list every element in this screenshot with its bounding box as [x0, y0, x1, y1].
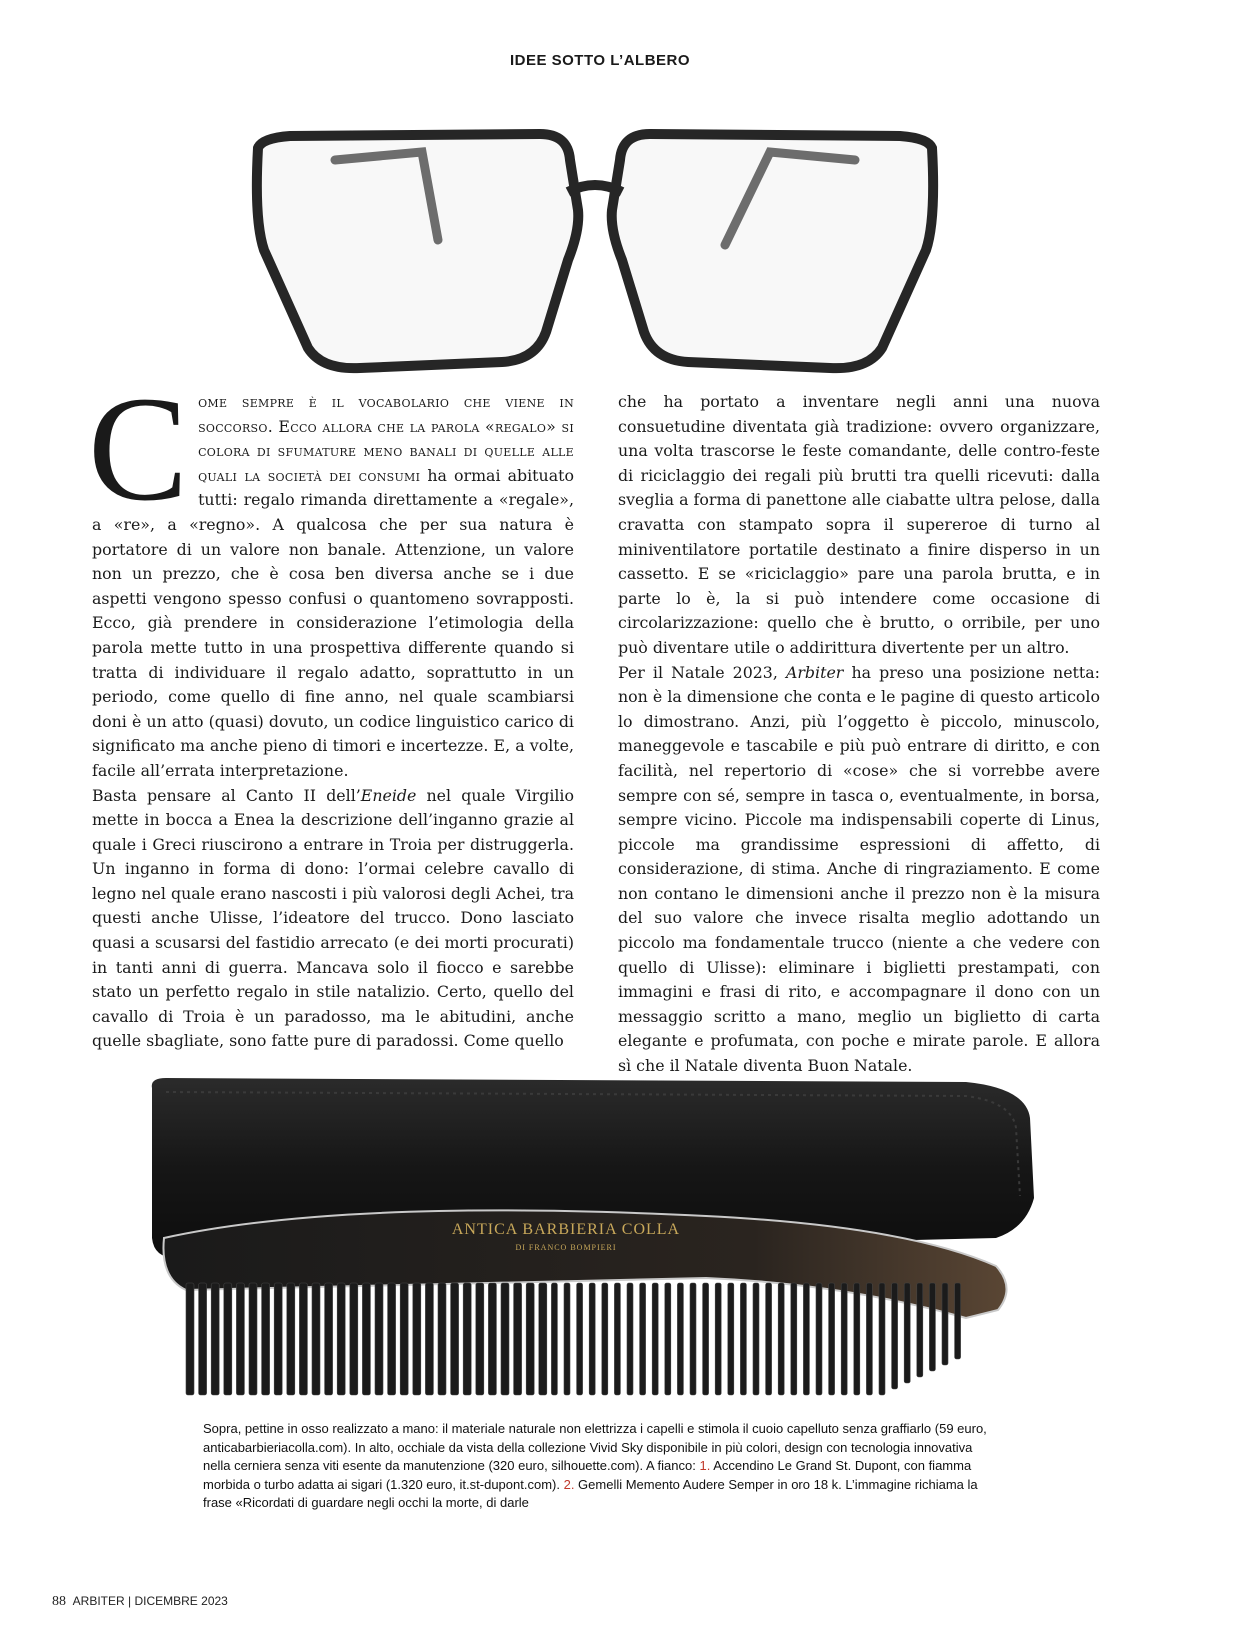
comb-tooth [577, 1283, 583, 1395]
comb-tooth [791, 1283, 797, 1395]
comb-tooth [892, 1283, 898, 1389]
comb-tooth [375, 1283, 383, 1395]
comb-tooth [778, 1283, 784, 1395]
comb-tooth [299, 1283, 307, 1395]
comb-tooth [766, 1283, 772, 1395]
italic-title: Eneide [360, 785, 417, 805]
comb-tooth [337, 1283, 345, 1395]
comb-tooth [803, 1283, 809, 1395]
comb-tooth [715, 1283, 721, 1395]
comb-tooth [854, 1283, 860, 1395]
article-column-left [88, 366, 574, 1054]
paragraph [88, 366, 574, 784]
comb-tooth [262, 1283, 270, 1395]
comb-brand-text: ANTICA BARBIERIA COLLA [451, 1221, 681, 1238]
paragraph [92, 784, 574, 1055]
comb-tooth [614, 1283, 620, 1395]
comb-tooth [728, 1283, 734, 1395]
photo-caption [203, 1420, 1003, 1513]
paragraph: che ha portato a inventare negli anni una nuova consuetudine diventata già tradizione: ovvero organizzare, una volta trascorse le feste comandante, delle contro-feste di riciclaggio dei regali più brutti tra quelli ricevuti: dalla sveglia a forma di panettone alle ciabatte ultra pelose, dalla cravatta con stampato sopra il supereroe di turno al miniventilatore portatile destinato a finire disperso in un cassetto. E se «riciclaggio» pare una parola brutta, e in parte lo è, la si può intendere come occasione di circolarizzazione: quello che è brutto, o orribile, per uno può diventare utile o addirittura divertente per un altro. [618, 392, 1100, 657]
paragraph-text: Basta pensare al Canto II dell’ [92, 785, 361, 805]
article-column-right [618, 390, 1100, 1079]
italic-title: Arbiter [785, 662, 844, 682]
comb-tooth [211, 1283, 219, 1395]
comb-tooth [816, 1283, 822, 1395]
comb-tooth [287, 1283, 295, 1395]
comb-tooth [425, 1283, 433, 1395]
comb-tooth [501, 1283, 509, 1395]
comb-tooth [312, 1283, 320, 1395]
comb-tooth [640, 1283, 646, 1395]
comb-tooth [602, 1283, 608, 1395]
eyeglasses-image [250, 120, 940, 390]
comb-tooth [564, 1283, 570, 1395]
comb-tooth [438, 1283, 446, 1395]
comb-tooth [236, 1283, 244, 1395]
paragraph-text: ha ormai abituato tutti: regalo rimanda direttamente a «regale», a «re», a «regno». A qualcosa che per sua natura è portatore di un valore non banale. Attenzione, un valore non un prezzo, che è cosa ben diversa anche se i due aspetti vengono spesso confusi o quantomeno sovrapposti. Ecco, già prendere in considerazione l’etimologia della parola mette tutto in una prospettiva differente quando si tratta di individuare il regalo adatto, soprattutto in un periodo, come quello di fine anno, nel quale scambiarsi doni è un atto (quasi) dovuto, un codice linguistico carico di significato ma anche pieno di timori e incertezze. E, a volte, facile all’errata interpretazione. [92, 465, 574, 780]
comb-tooth [703, 1283, 709, 1395]
comb-tooth [955, 1283, 961, 1359]
comb-tooth [413, 1283, 421, 1395]
comb-tooth [690, 1283, 696, 1395]
comb-image [146, 1078, 1046, 1408]
comb-tooth [627, 1283, 633, 1395]
caption-number: 2. [563, 1476, 575, 1492]
comb-tooth [451, 1283, 459, 1395]
publication-info: ARBITER | DICEMBRE 2023 [72, 1594, 228, 1608]
comb-tooth [677, 1283, 683, 1395]
page-footer [52, 1594, 228, 1610]
comb-tooth [879, 1283, 885, 1395]
comb-tooth [186, 1283, 194, 1395]
paragraph-text: Per il Natale 2023, [618, 662, 786, 682]
comb-tooth [274, 1283, 282, 1395]
caption-number: 1. [699, 1458, 711, 1473]
paragraph [618, 661, 1100, 1079]
comb-tooth [829, 1283, 835, 1395]
paragraph-text: ha preso una posizione netta: non è la dimensione che conta e le pagine di questo articolo lo dimostrano. Anzi, più l’oggetto è piccolo, minuscolo, maneggevole e tascabile e più può entrare di diritto, e con facilità, nel repertorio di «cose» che si vorrebbe avere sempre con sé, sempre in tasca o, eventualmente, in borsa, sempre vicino. Piccole ma indispensabili coperte di Linus, piccole ma grandissime espressioni di affetto, di considerazione, di stima. Anche di ringraziamento. E come non contano le dimensioni anche il prezzo non è la misura del suo valore che invece risalta meglio adottando un piccolo ma fondamentale trucco (niente a che vedere con quello di Ulisse): eliminare i biglietti prestampati, con immagini e frasi di rito, e accompagnare il dono con un messaggio scritto a mano, meglio un biglietto di carta elegante e profumata, con poche e mirate parole. E allora sì che il Natale diventa Buon Natale. [618, 662, 1100, 1076]
comb-tooth [904, 1283, 910, 1383]
caption-text: Gemelli Memento Audere Semper in oro 18 k. L’immagine richiama la frase «Ricordati di guardare negli occhi la morte, di darle [203, 1476, 978, 1510]
comb-tooth [917, 1283, 923, 1377]
comb-tooth [526, 1283, 534, 1395]
section-label: IDEE SOTTO L’ALBERO [509, 52, 691, 69]
comb-tooth [551, 1283, 557, 1395]
comb-tooth [652, 1283, 658, 1395]
comb-subbrand-text: DI FRANCO BOMPIERI [515, 1243, 617, 1252]
comb-tooth [350, 1283, 358, 1395]
comb-tooth [400, 1283, 408, 1395]
comb-tooth [539, 1283, 547, 1395]
intro-smallcaps: ome sempre è il vocabolario che viene in soccorso. Ecco allora che la parola «regalo» si colora di sfumature meno banali di quelle alle quali la società dei consumi [198, 392, 574, 485]
comb-tooth [325, 1283, 333, 1395]
paragraph-text: nel quale Virgilio mette in bocca a Enea la descrizione dell’inganno grazie al quale i Greci riuscirono a entrare in Troia per distruggerla. Un inganno in forma di dono: l’ormai celebre cavallo di legno nel quale erano nascosti i più valorosi degli Achei, tra questi anche Ulisse, l’ideatore del trucco. Dono lasciato quasi a scusarsi del fastidio arrecato (e dei morti procurati) in tanti anni di guerra. Mancava solo il fiocco e sarebbe stato un perfetto regalo in stile natalizio. Certo, quello del cavallo di Troia è un paradosso, ma le abitudini, anche quelle sbagliate, sono fatte pure di paradossi. Come quello [92, 785, 574, 1051]
comb-tooth [476, 1283, 484, 1395]
comb-tooth [866, 1283, 872, 1395]
comb-tooth [942, 1283, 948, 1365]
page-number: 88 [52, 1594, 66, 1609]
comb-tooth [199, 1283, 207, 1395]
comb-tooth [929, 1283, 935, 1371]
comb-tooth [362, 1283, 370, 1395]
comb-tooth [249, 1283, 257, 1395]
comb-tooth [665, 1283, 671, 1395]
comb-tooth [488, 1283, 496, 1395]
comb-tooth [589, 1283, 595, 1395]
comb-tooth [740, 1283, 746, 1395]
comb-tooth [753, 1283, 759, 1395]
comb-tooth [388, 1283, 396, 1395]
comb-tooth [224, 1283, 232, 1395]
comb-tooth [463, 1283, 471, 1395]
caption-text: Sopra, pettine in osso realizzato a mano: il materiale naturale non elettrizza i capelli e stimola il cuoio capelluto senza graffiarlo (59 euro, anticabarbieriacolla.com). In alto, occhiale da vista della collezione Vivid Sky disponibile in più colori, design con tecnologia innovativa nella cerniera senza viti esente da manutenzione (320 euro, silhouette.com). A fianco: [203, 1421, 987, 1473]
comb-tooth [514, 1283, 522, 1395]
drop-cap: C [88, 366, 189, 532]
caption-text: Accendino Le Grand St. Dupont, con fiamma morbida o turbo adatta ai sigari (1.320 euro, it.st-dupont.com). [203, 1458, 972, 1492]
comb-tooth [841, 1283, 847, 1395]
